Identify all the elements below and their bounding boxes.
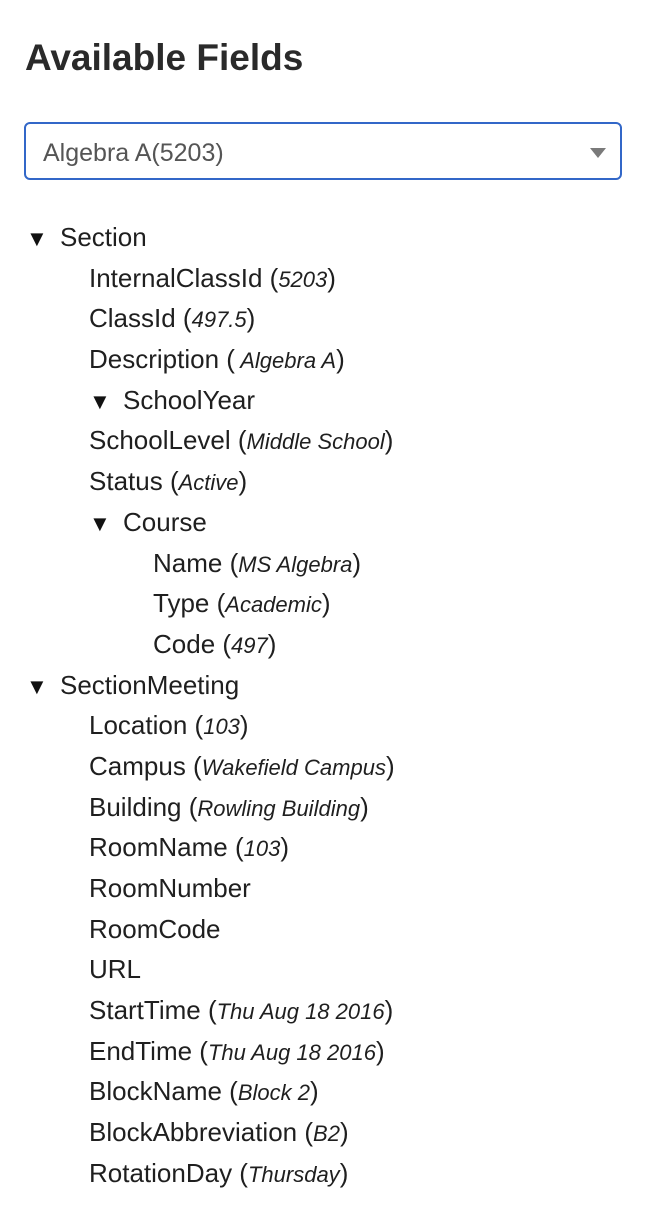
- expand-triangle-icon[interactable]: ▼: [89, 510, 111, 536]
- dropdown-caret-icon[interactable]: [590, 148, 606, 158]
- field-sample-value: Algebra A: [234, 348, 337, 374]
- field-label: Status: [89, 466, 163, 497]
- tree-field-code[interactable]: [0, 624, 648, 665]
- tree-field-type[interactable]: [0, 583, 648, 624]
- tree-field-roomname[interactable]: [0, 827, 648, 868]
- field-label: SchoolYear: [123, 384, 256, 415]
- field-sample-value: Thursday: [247, 1161, 340, 1187]
- field-label: Course: [123, 506, 207, 537]
- field-label: BlockAbbreviation: [89, 1117, 298, 1148]
- field-sample-value: Middle School: [246, 429, 385, 455]
- open-paren: (: [262, 262, 279, 293]
- tree-field-status[interactable]: [0, 461, 648, 502]
- open-paren: (: [209, 588, 226, 619]
- tree-node-sectionmeeting[interactable]: [0, 665, 648, 706]
- expand-triangle-icon[interactable]: ▼: [26, 673, 48, 699]
- field-label: ClassId: [89, 303, 176, 334]
- close-paren: ): [375, 1035, 385, 1066]
- field-label: Type: [153, 588, 210, 619]
- field-label: StartTime: [89, 995, 201, 1026]
- open-paren: (: [297, 1117, 314, 1148]
- field-label: SectionMeeting: [60, 669, 240, 700]
- tree-field-rotationday[interactable]: [0, 1153, 648, 1194]
- field-sample-value: Rowling Building: [197, 795, 361, 821]
- tree-node-section[interactable]: [0, 217, 648, 258]
- open-paren: (: [232, 1157, 248, 1188]
- open-paren: (: [222, 547, 239, 578]
- field-sample-value: 103: [203, 714, 240, 740]
- close-paren: ): [309, 1076, 319, 1107]
- field-sample-value: Active: [178, 470, 239, 496]
- field-sample-value: Academic: [225, 592, 322, 618]
- open-paren: (: [227, 832, 244, 863]
- tree-field-classid[interactable]: [0, 298, 648, 339]
- field-label: BlockName: [89, 1076, 222, 1107]
- tree-field-blockname[interactable]: [0, 1071, 648, 1112]
- open-paren: (: [219, 344, 235, 375]
- field-label: URL: [89, 954, 142, 985]
- close-paren: ): [246, 303, 256, 334]
- tree-node-course[interactable]: [0, 502, 648, 543]
- page-title: Available Fields: [25, 37, 304, 78]
- field-tree: [0, 217, 648, 1194]
- close-paren: ): [327, 262, 336, 293]
- field-label: Code: [153, 628, 216, 659]
- tree-field-roomcode[interactable]: [0, 909, 648, 950]
- open-paren: (: [221, 1076, 238, 1107]
- tree-field-roomnumber[interactable]: [0, 868, 648, 909]
- open-paren: (: [215, 628, 232, 659]
- field-sample-value: Thu Aug 18 2016: [216, 999, 385, 1025]
- field-label: Name: [153, 547, 223, 578]
- open-paren: (: [185, 750, 202, 781]
- open-paren: (: [230, 425, 247, 456]
- field-label: RoomCode: [89, 913, 221, 944]
- tree-node-schoolyear[interactable]: [0, 380, 648, 421]
- tree-field-url[interactable]: [0, 949, 648, 990]
- field-label: RoomName: [89, 832, 228, 863]
- field-label: Campus: [89, 750, 186, 781]
- tree-field-internalclassid[interactable]: [0, 258, 648, 299]
- open-paren: (: [175, 303, 192, 334]
- field-label: Section: [60, 222, 147, 252]
- tree-field-campus[interactable]: [0, 746, 648, 787]
- close-paren: ): [238, 466, 248, 497]
- field-sample-value: 103: [243, 836, 281, 862]
- field-label: SchoolLevel: [89, 425, 231, 456]
- close-paren: ): [321, 588, 331, 619]
- close-paren: ): [280, 832, 289, 863]
- close-paren: ): [352, 547, 362, 578]
- open-paren: (: [200, 995, 217, 1026]
- tree-field-name[interactable]: [0, 543, 648, 584]
- tree-field-starttime[interactable]: [0, 990, 648, 1031]
- expand-triangle-icon[interactable]: ▼: [26, 226, 48, 251]
- class-select-value: Algebra A(5203): [43, 139, 224, 167]
- close-paren: ): [336, 344, 345, 375]
- open-paren: (: [192, 1035, 208, 1066]
- close-paren: ): [339, 1157, 349, 1188]
- field-sample-value: Block 2: [237, 1080, 310, 1106]
- field-label: InternalClassId: [89, 262, 263, 293]
- close-paren: ): [385, 750, 395, 781]
- open-paren: (: [181, 791, 198, 822]
- tree-field-description[interactable]: [0, 339, 648, 380]
- close-paren: ): [267, 628, 277, 659]
- field-sample-value: MS Algebra: [238, 551, 353, 577]
- field-sample-value: 5203: [278, 266, 328, 292]
- field-sample-value: Thu Aug 18 2016: [207, 1039, 376, 1065]
- field-label: Location: [89, 710, 188, 741]
- tree-field-location[interactable]: [0, 705, 648, 746]
- close-paren: ): [339, 1117, 349, 1148]
- tree-field-endtime[interactable]: [0, 1031, 648, 1072]
- class-select[interactable]: [24, 122, 622, 180]
- close-paren: ): [384, 995, 394, 1026]
- tree-field-schoollevel[interactable]: [0, 420, 648, 461]
- field-label: EndTime: [89, 1035, 193, 1066]
- field-label: Building: [89, 791, 182, 822]
- open-paren: (: [187, 710, 204, 741]
- field-sample-value: Wakefield Campus: [201, 754, 386, 780]
- field-label: RotationDay: [89, 1157, 233, 1188]
- field-label: RoomNumber: [89, 873, 251, 903]
- close-paren: ): [384, 425, 394, 456]
- close-paren: ): [360, 791, 369, 822]
- field-sample-value: 497.5: [191, 307, 247, 333]
- field-label: Description: [89, 344, 220, 375]
- field-sample-value: 497: [231, 632, 268, 658]
- open-paren: (: [162, 466, 179, 497]
- tree-field-building[interactable]: [0, 787, 648, 828]
- expand-triangle-icon[interactable]: ▼: [89, 388, 111, 414]
- close-paren: ): [239, 710, 249, 741]
- field-sample-value: B2: [313, 1121, 340, 1147]
- tree-field-blockabbreviation[interactable]: [0, 1112, 648, 1153]
